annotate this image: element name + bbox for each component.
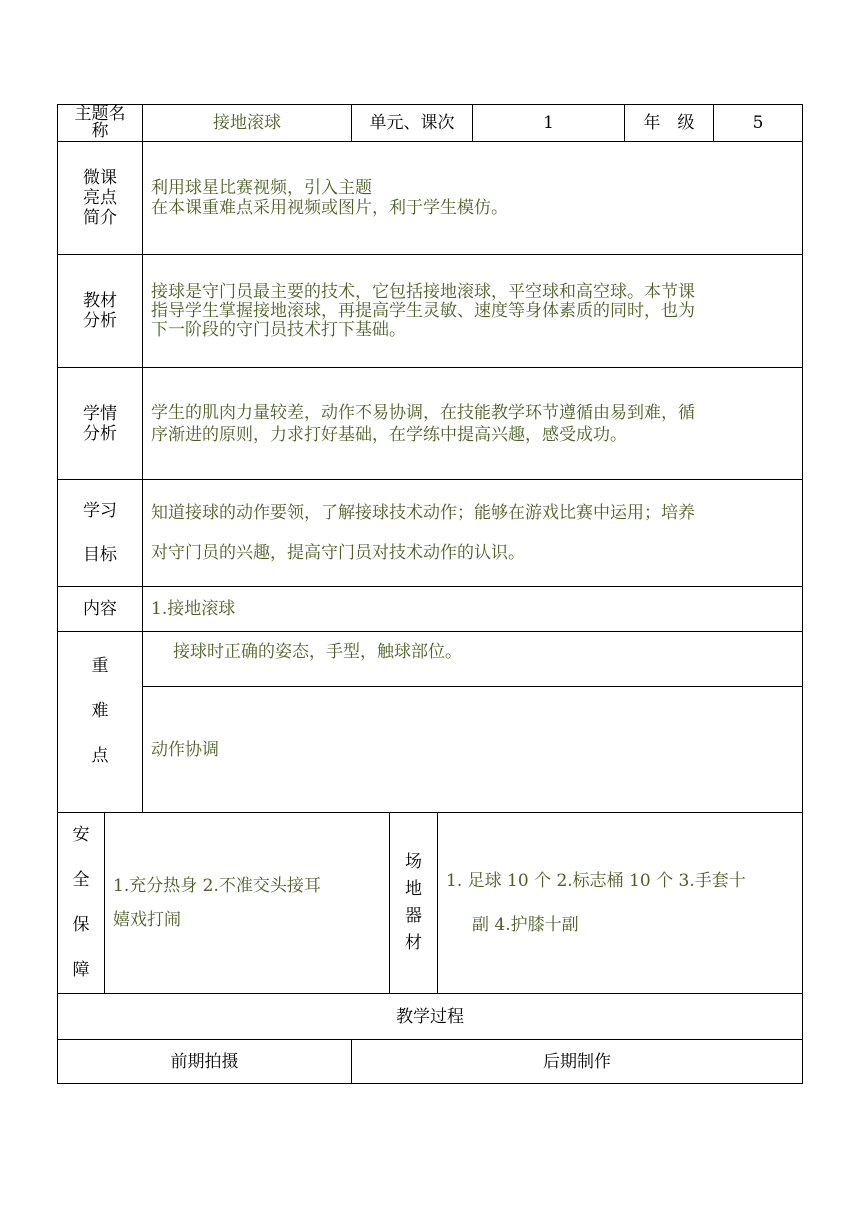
- content-value: 1.接地滚球: [151, 599, 236, 619]
- students-text-cell: [142, 367, 803, 480]
- unit-value: 1: [543, 113, 554, 133]
- material-label-1: 教材: [83, 291, 117, 311]
- content-label-cell: [57, 586, 143, 632]
- goals-line-1: 知道接球的动作要领，了解接球技术动作；能够在游戏比赛中运用；培养: [151, 503, 695, 523]
- safety-label-1: 安: [72, 825, 90, 845]
- material-label-2: 分析: [83, 311, 117, 331]
- equipment-label-4: 材: [405, 933, 422, 953]
- material-line-2: 指导学生掌握接地滚球，再提高学生灵敏、速度等身体素质的同时，也为: [151, 300, 695, 321]
- process-col1: 前期拍摄: [170, 1051, 239, 1072]
- process-title: 教学过程: [396, 1006, 464, 1027]
- goals-line-2: 对守门员的兴趣，提高守门员对技术动作的认识。: [151, 543, 525, 563]
- keypoint-cell: [142, 631, 803, 687]
- goals-label-2: 目标: [83, 545, 117, 565]
- goals-label-1: 学习: [83, 501, 117, 521]
- process-col1-cell: [57, 1039, 352, 1084]
- topic-label-line2: 称: [91, 121, 109, 141]
- keypoints-label-cell: [57, 631, 143, 813]
- safety-line-2: 嬉戏打闹: [113, 910, 181, 930]
- highlights-label-2: 亮点: [83, 188, 117, 208]
- safety-line-1: 1.充分热身 2.不准交头接耳: [113, 876, 321, 896]
- topic-label-cell: [57, 104, 143, 142]
- highlights-label-1: 微课: [83, 168, 117, 188]
- process-col2-cell: [351, 1039, 803, 1084]
- students-label-cell: [57, 367, 143, 480]
- equipment-label-2: 地: [405, 879, 422, 899]
- content-label: 内容: [83, 599, 117, 619]
- material-line-1: 接球是守门员最主要的技术，它包括接地滚球，平空球和高空球。本节课: [151, 281, 695, 302]
- highlights-line-2: 在本课重难点采用视频或图片，利于学生模仿。: [151, 198, 508, 218]
- material-text-cell: [142, 254, 803, 368]
- equipment-text-cell: [437, 812, 803, 994]
- grade-label: 年 级: [643, 113, 695, 133]
- process-col2: 后期制作: [543, 1051, 611, 1072]
- process-title-cell: [57, 993, 803, 1040]
- topic-label-line1: 主题名: [74, 104, 126, 124]
- goals-label-cell: [57, 479, 143, 587]
- students-line-2: 序渐进的原则，力求打好基础，在学练中提高兴趣，感受成功。: [151, 424, 627, 445]
- topic-value: 接地滚球: [213, 113, 281, 133]
- students-label-1: 学情: [83, 403, 117, 424]
- unit-label: 单元、课次: [369, 113, 455, 133]
- safety-label-4: 障: [72, 960, 90, 980]
- grade-value: 5: [752, 113, 764, 133]
- grade-label-cell: [624, 104, 714, 142]
- highlights-line-1: 利用球星比赛视频，引入主题: [151, 178, 372, 198]
- grade-value-cell: [713, 104, 803, 142]
- unit-label-cell: [351, 104, 473, 142]
- keypoint-text: 接球时正确的姿态，手型，触球部位。: [173, 642, 462, 662]
- keypoints-label-3: 点: [91, 746, 109, 766]
- highlights-label-cell: [57, 141, 143, 255]
- difficulty-cell: [142, 686, 803, 813]
- equipment-label-1: 场: [405, 852, 422, 872]
- equipment-label-3: 器: [405, 906, 422, 926]
- keypoints-label-2: 难: [91, 701, 109, 721]
- unit-value-cell: [472, 104, 625, 142]
- material-line-3: 下一阶段的守门员技术打下基础。: [151, 319, 406, 340]
- safety-text-cell: [104, 812, 390, 994]
- students-line-1: 学生的肌肉力量较差，动作不易协调，在技能教学环节遵循由易到难，循: [151, 402, 695, 423]
- equipment-line-2: 副 4.护膝十副: [472, 915, 579, 935]
- keypoints-label-1: 重: [91, 656, 109, 676]
- safety-label-3: 保: [72, 915, 90, 935]
- goals-text-cell: [142, 479, 803, 587]
- highlights-text-cell: [142, 141, 803, 255]
- topic-value-cell: [142, 104, 352, 142]
- highlights-label-3: 简介: [83, 208, 117, 228]
- content-value-cell: [142, 586, 803, 632]
- difficulty-text: 动作协调: [151, 739, 219, 760]
- students-label-2: 分析: [83, 423, 117, 444]
- safety-label-cell: [57, 812, 105, 994]
- material-label-cell: [57, 254, 143, 368]
- equipment-label-cell: [389, 812, 438, 994]
- equipment-line-1: 1. 足球 10 个 2.标志桶 10 个 3.手套十: [446, 871, 746, 891]
- safety-label-2: 全: [72, 870, 90, 890]
